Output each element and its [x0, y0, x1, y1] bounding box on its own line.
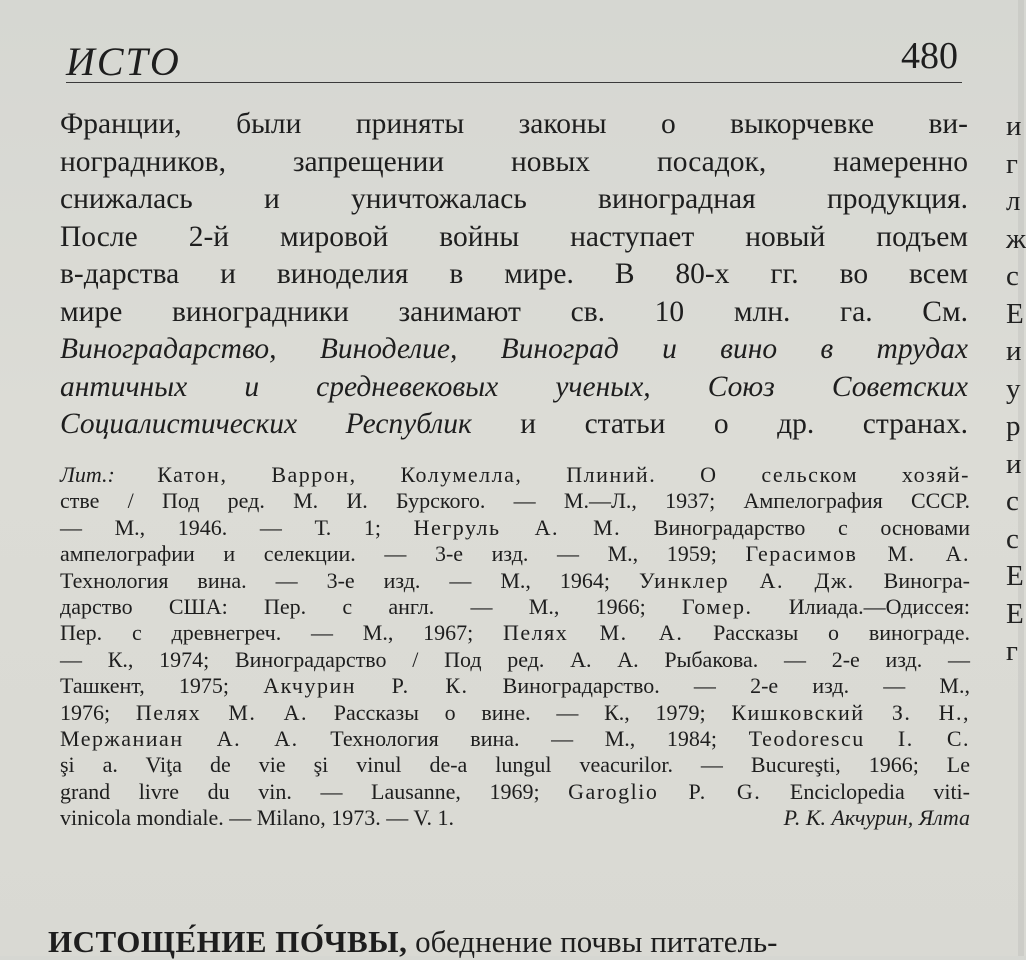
adjacent-column-char: и	[1006, 335, 1022, 367]
author-name: Акчурин Р. К.	[263, 673, 469, 699]
reference-text: Enciclopedia viti-	[761, 778, 970, 804]
adjacent-column-char: с	[1006, 522, 1019, 555]
adjacent-column-char: с	[1006, 485, 1019, 517]
text-segment: в-дарства и виноделия в мире. В 80-х гг. во всем	[60, 258, 968, 290]
italic-cross-reference: Социалистических Республик	[60, 408, 472, 440]
adjacent-column-char: г	[1006, 635, 1018, 667]
article-author-signature: Р. К. Акчурин, Ялта	[783, 805, 970, 831]
next-entry-headword: ИСТОЩЕ́НИЕ ПО́ЧВЫ,	[48, 924, 408, 959]
reference-text: Технология вина. — 3-е изд. — М., 1964;	[60, 567, 639, 593]
reference-text: 1976;	[60, 699, 136, 725]
author-name: Катон, Варрон, Колумелла, Плиний. О сельском хозяй-	[157, 462, 970, 487]
text-line	[60, 181, 968, 219]
text-line	[60, 256, 968, 294]
reference-text: Технология вина. — М., 1984;	[298, 725, 749, 751]
reference-line	[60, 515, 970, 541]
author-name: Мержаниан А. А.	[60, 725, 299, 751]
author-name: Уинклер А. Дж.	[639, 567, 855, 593]
reference-line	[60, 488, 970, 514]
reference-line	[60, 647, 970, 673]
author-name: Пелях М. А.	[503, 620, 684, 646]
adjacent-column-char: ж	[1006, 222, 1026, 255]
text-line	[60, 144, 968, 182]
adjacent-column-char: р	[1006, 410, 1021, 442]
literature-references	[60, 462, 970, 831]
reference-text: Виноградарство с основами	[621, 514, 970, 540]
literature-label: Лит.:	[60, 462, 158, 487]
reference-text: vinicola mondiale. — Milano, 1973. — V. 1.	[60, 805, 454, 831]
text-segment: ноградников, запрещении новых посадок, намеренно	[60, 145, 968, 178]
reference-text: Илиада.—Одиссея:	[752, 593, 970, 619]
text-line	[60, 106, 968, 144]
italic-cross-reference: античных и средневековых ученых, Союз Советских	[60, 370, 968, 403]
reference-line	[60, 620, 970, 646]
adjacent-column-char: Е	[1006, 297, 1024, 330]
page-edge-shadow	[1018, 0, 1024, 956]
reference-text: Пер. с древнегреч. — М., 1967;	[60, 620, 504, 646]
reference-text: — М., 1946. — Т. 1;	[60, 514, 414, 540]
reference-line	[60, 568, 970, 594]
author-name: Кишковский З. Н.,	[731, 699, 970, 725]
adjacent-column-char: и	[1006, 110, 1022, 142]
reference-text: ампелографии и селекции. — 3-е изд. — М., 1959;	[60, 541, 746, 567]
reference-text: Рассказы о винограде.	[683, 620, 971, 646]
running-head-word: ИСТО	[66, 39, 181, 84]
reference-text: Рассказы о вине. — К., 1979;	[308, 699, 732, 725]
text-line	[60, 331, 968, 369]
text-segment: и статьи о др. странах.	[471, 408, 968, 440]
reference-text: дарство США: Пер. с англ. — М., 1966;	[60, 593, 682, 619]
reference-text: стве / Под ред. М. И. Бурского. — М.—Л., 1937; Ампелография СССР.	[60, 488, 970, 514]
author-name: Негруль А. М.	[413, 514, 622, 540]
reference-text: — К., 1974; Виноградарство / Под ред. А. А. Рыбакова. — 2-е изд. —	[60, 646, 970, 672]
text-segment: снижалась и уничтожалась виноградная продукция.	[60, 183, 968, 215]
reference-line-final	[60, 805, 970, 831]
adjacent-column-char: Е	[1006, 560, 1024, 592]
author-name: Герасимов М. А.	[745, 541, 971, 567]
next-entry	[48, 924, 1008, 960]
reference-text: Виноградарство. — 2-е изд. — М.,	[468, 673, 970, 699]
reference-line	[60, 673, 970, 699]
text-segment: мире виноградники занимают св. 10 млн. га. См.	[60, 295, 968, 328]
adjacent-column-char: г	[1006, 147, 1018, 180]
text-segment: После 2-й мировой войны наступает новый подъем	[60, 220, 968, 253]
adjacent-column-char: Е	[1006, 597, 1024, 630]
reference-line	[60, 594, 970, 620]
running-head	[66, 32, 962, 83]
page-number: 480	[901, 35, 958, 77]
text-segment: Франции, были приняты законы о выкорчевке ви-	[60, 108, 968, 140]
author-name: Пелях М. А.	[135, 699, 309, 725]
text-line	[60, 406, 968, 444]
text-line	[60, 294, 968, 332]
reference-line	[60, 541, 970, 567]
italic-cross-reference: Виноградарство, Виноделие, Виноград и вино в трудах	[60, 333, 968, 365]
text-line	[60, 219, 968, 257]
reference-text: şi a. Viţa de vie şi vinul de-a lungul veacurilor. — Bucureşti, 1966; Le	[60, 752, 970, 778]
adjacent-column-char: у	[1006, 372, 1021, 405]
reference-line	[60, 752, 970, 778]
reference-line	[60, 700, 970, 726]
author-name: Teodorescu I. C.	[748, 725, 970, 751]
reference-line	[60, 779, 970, 805]
reference-text: Виногра-	[854, 567, 970, 593]
next-entry-text: обеднение почвы питатель-	[407, 924, 778, 959]
author-name: Гомер.	[681, 593, 753, 619]
reference-line	[60, 726, 970, 752]
adjacent-column-char: с	[1006, 260, 1019, 292]
reference-line	[60, 462, 970, 488]
adjacent-column-char: л	[1006, 185, 1021, 217]
entry-body-text	[60, 106, 968, 444]
reference-text: Ташкент, 1975;	[60, 673, 264, 699]
adjacent-column-char: и	[1006, 447, 1022, 480]
text-line	[60, 369, 968, 407]
author-name: Garoglio P. G.	[568, 778, 762, 804]
reference-text: grand livre du vin. — Lausanne, 1969;	[60, 778, 569, 804]
